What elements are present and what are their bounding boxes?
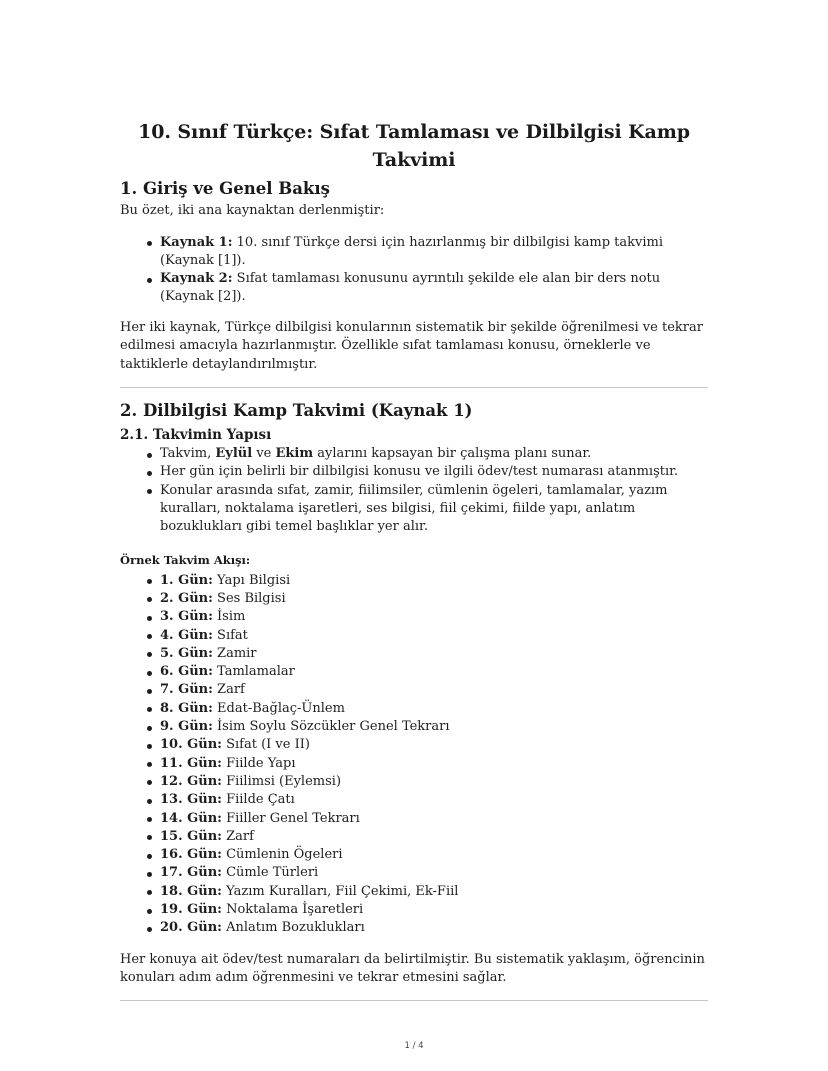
closing-text: Her konuya ait ödev/test numaraları da belirtilmiştir. Bu sistematik yaklaşım, öğrencinin konuları adım adım öğrenmesini ve tekrar etmesini sağlar. [120,951,705,986]
intro-text: Bu özet, iki ana kaynaktan derlenmiştir: [120,203,385,218]
day-label: 19. Gün: [160,902,222,918]
day-topic: Ses Bilgisi [212,590,286,606]
list-item: Konular arasında sıfat, zamir, fiilimsiler, cümlenin ögeleri, tamlamalar, yazım kuralları, noktalama işaretleri, ses bilgisi, fiil çekimi, fiilde yapı, anlatım bozuklukları gibi temel başlıklar yer alır. [160,482,708,537]
list-item [160,828,708,846]
day-topic: Anlatım Bozuklukları [221,920,365,936]
list-item [160,846,708,864]
list-item [160,901,708,919]
subsection-heading: 2.1. Takvimin Yapısı [120,427,272,444]
section-divider [120,1000,708,1001]
list-item [160,572,708,590]
day-label: 9. Gün: [160,719,213,735]
section-heading-intro: 1. Giriş ve Genel Bakış [120,179,330,198]
text-part: ve [252,446,276,462]
day-label: 4. Gün: [160,627,213,643]
day-label: 7. Gün: [160,682,213,698]
month-label: Ekim [275,446,314,462]
day-topic: Zarf [221,828,254,844]
day-topic: Sıfat [212,627,248,643]
day-label: 11. Gün: [160,755,222,771]
day-topic: Edat-Bağlaç-Ünlem [212,700,345,716]
day-topic: Zamir [212,645,257,661]
day-topic: Fiilde Çatı [221,792,295,808]
list-item [160,700,708,718]
day-topic: Cümlenin Ögeleri [221,847,343,863]
source-label: Kaynak 2: [160,271,233,287]
day-label: 3. Gün: [160,609,213,625]
day-topic: Sıfat (I ve II) [221,737,310,753]
day-label: 13. Gün: [160,792,222,808]
day-label: 17. Gün: [160,865,222,881]
list-item [160,445,708,463]
document-page [120,118,708,1001]
list-item [160,663,708,681]
day-list [120,572,708,938]
source-list [120,234,708,307]
day-label: 15. Gün: [160,828,222,844]
list-item [160,590,708,608]
day-topic: Fiilimsi (Eylemsi) [221,773,342,789]
source-text: Sıfat tamlaması konusunu ayrıntılı şekilde ele alan bir ders notu (Kaynak [2]). [160,271,661,305]
day-topic: İsim Soylu Sözcükler Genel Tekrarı [212,719,450,735]
day-topic: Fiilde Yapı [221,755,296,771]
list-item [160,864,708,882]
day-topic: Noktalama İşaretleri [221,902,364,918]
day-label: 10. Gün: [160,737,222,753]
day-topic: İsim [212,609,246,625]
list-item [160,755,708,773]
day-label: 16. Gün: [160,847,222,863]
day-label: 6. Gün: [160,664,213,680]
section-divider [120,387,708,388]
structure-list [120,445,708,536]
day-label: 5. Gün: [160,645,213,661]
list-item [160,627,708,645]
list-item [160,270,708,307]
day-topic: Tamlamalar [212,664,295,680]
day-label: 8. Gün: [160,700,213,716]
list-item [160,234,708,271]
list-item [160,919,708,937]
day-label: 14. Gün: [160,810,222,826]
day-label: 20. Gün: [160,920,222,936]
list-item [160,773,708,791]
sample-heading: Örnek Takvim Akışı: [120,552,251,567]
source-label: Kaynak 1: [160,234,233,250]
list-item [160,791,708,809]
day-label: 1. Gün: [160,572,213,588]
day-topic: Yazım Kuralları, Fiil Çekimi, Ek-Fiil [221,883,459,899]
list-item [160,736,708,754]
text-part: aylarını kapsayan bir çalışma planı sunar. [313,446,592,462]
text-part: Takvim, [160,446,216,462]
day-label: 12. Gün: [160,773,222,789]
list-item: Her gün için belirli bir dilbilgisi konusu ve ilgili ödev/test numarası atanmıştır. [160,463,708,481]
day-topic: Zarf [212,682,245,698]
list-item [160,883,708,901]
list-item [160,608,708,626]
list-item [160,681,708,699]
day-label: 18. Gün: [160,883,222,899]
summary-text: Her iki kaynak, Türkçe dilbilgisi konularının sistematik bir şekilde öğrenilmesi ve tekrar edilmesi amacıyla hazırlanmıştır. Özellikle sıfat tamlaması konusu, örneklerle ve taktiklerle detaylandırılmıştır. [120,319,703,372]
month-label: Eylül [215,446,253,462]
source-text: 10. sınıf Türkçe dersi için hazırlanmış bir dilbilgisi kamp takvimi (Kaynak [1]). [160,234,664,268]
day-topic: Yapı Bilgisi [212,572,291,588]
list-item [160,718,708,736]
day-topic: Fiiller Genel Tekrarı [221,810,360,826]
section-heading-calendar: 2. Dilbilgisi Kamp Takvimi (Kaynak 1) [120,401,473,421]
page-number: 1 / 4 [404,1041,424,1051]
document-title: 10. Sınıf Türkçe: Sıfat Tamlaması ve Dilbilgisi Kamp Takvimi [138,121,690,171]
list-item [160,645,708,663]
list-item [160,810,708,828]
day-label: 2. Gün: [160,590,213,606]
day-topic: Cümle Türleri [221,865,319,881]
